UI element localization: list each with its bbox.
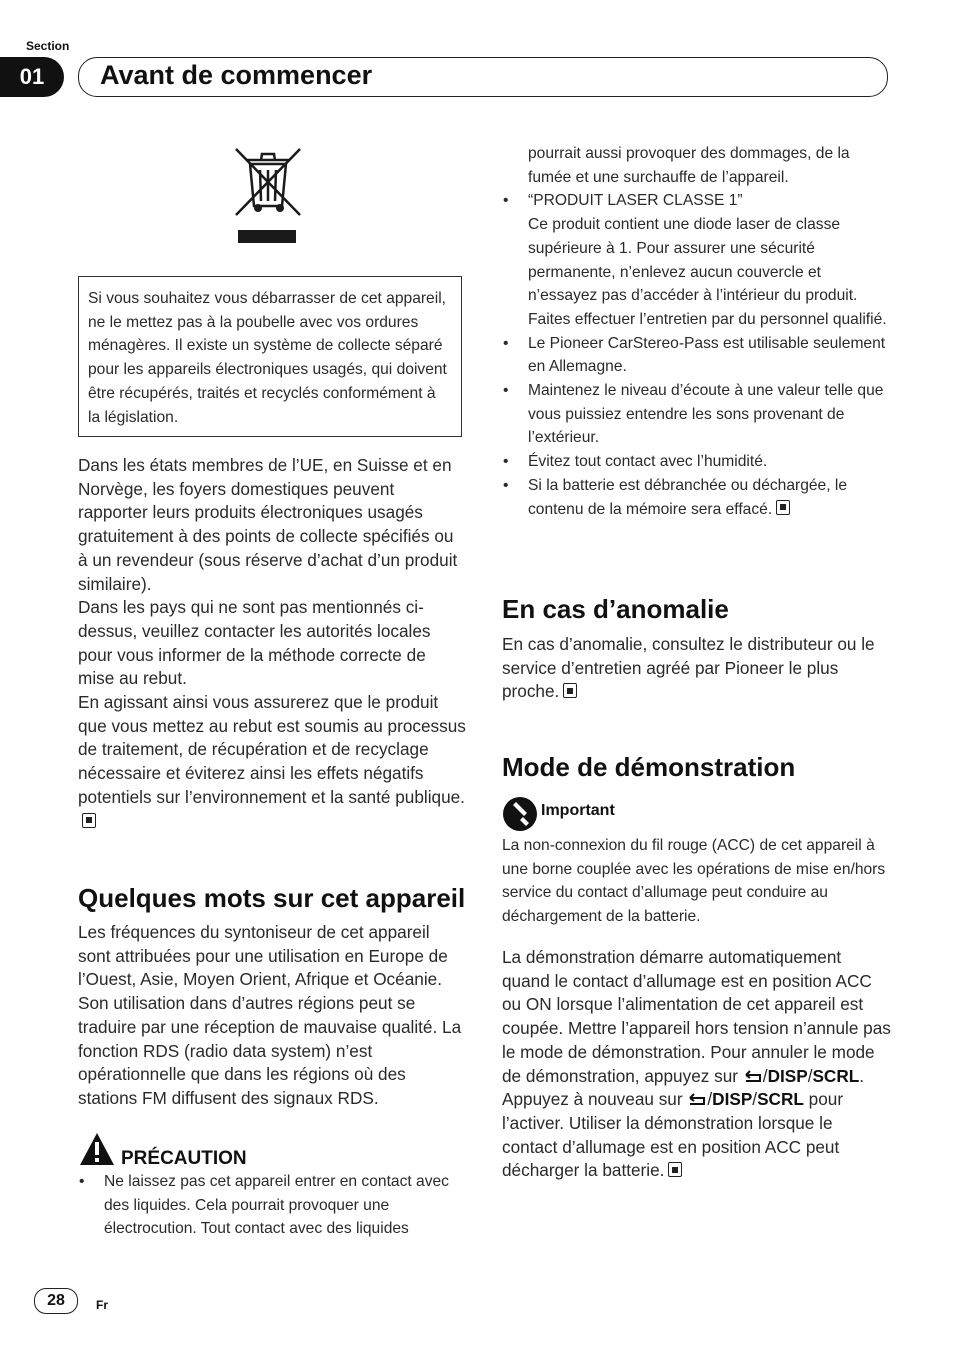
list-item-continued: pourrait aussi provoquer des dommages, de la fumée et une surchauffe de l’appareil. — [528, 145, 850, 186]
list-item: • Le Pioneer CarStereo-Pass est utilisable seulement en Allemagne. — [503, 334, 886, 376]
scrl-key: SCRL — [757, 1089, 804, 1110]
scrl-key: SCRL — [812, 1065, 860, 1086]
paragraph-effects: En agissant ainsi vous assurerez que le produit que vous mettez au rebut est soumis au processus de traitement, de récupération et de recyclage nécessaire et éviterez ainsi les effets négatifs potentiels sur l’environnement et la santé publique. — [78, 691, 466, 833]
list-item-laser: • “PRODUIT LASER CLASSE 1” Ce produit contient une diode laser de classe supérieure à 1. Pour assurer une sécurité permanente, n’enlevez aucun couvercle et n’essayez pas d’accéder à l’intérieur du produit. Faites effectuer l’entretien par du personnel qualifié. — [503, 192, 887, 328]
important-icon — [502, 796, 538, 832]
section-number: 01 — [0, 57, 64, 97]
caution-continued — [502, 142, 892, 521]
trouble-heading: En cas d’anomalie — [502, 594, 729, 624]
page-title: Avant de commencer — [100, 60, 373, 90]
back-arrow-icon — [743, 1069, 763, 1083]
paragraph-other-countries: Dans les pays qui ne sont pas mentionnés ci-dessus, veuillez contacter les autorités locales pour vous informer de la méthode correcte de mise au rebut. — [78, 597, 431, 689]
disposal-text — [78, 454, 466, 833]
weee-bin-icon — [232, 146, 304, 244]
important-label: Important — [541, 802, 615, 819]
about-heading: Quelques mots sur cet appareil — [78, 883, 466, 913]
paragraph-eu: Dans les états membres de l’UE, en Suisse et en Norvège, les foyers domestiques peuvent rapporter leurs produits électroniques usagés gratuitement à des points de collecte spécifiés ou à un revendeur (sous réserve d’achat d’un produit similaire). — [78, 455, 458, 594]
caution-list-start — [78, 1170, 468, 1241]
end-mark-icon — [668, 1162, 682, 1177]
about-text — [78, 921, 466, 1111]
demo-text: La démonstration démarre automatiquement quand le contact d’allumage est en position ACC ou ON lorsque l’alimentation de cet appareil est coupée. Mettre l’appareil hors tension n’annule pas le mode de démonstration. Pour annuler le mode de démonstration, appuyez sur /DISP/SCRL. Appuyez à nouveau sur /DISP/SCRL pour l’activer. Utiliser la démonstration lorsque le contact d’allumage est en position ACC peut décharger la batterie. — [502, 947, 891, 1181]
list-item: • Évitez tout contact avec l’humidité. — [503, 453, 768, 471]
end-mark-icon — [563, 683, 577, 698]
page-number: 28 — [34, 1288, 78, 1314]
language-code: Fr — [96, 1298, 108, 1312]
weee-notice-text: Si vous souhaitez vous débarrasser de cet appareil, ne le mettez pas à la poubelle avec vos ordures ménagères. Il existe un système de collecte séparé pour les appareils électroniques usagés, qui doivent être récupérés, traités et recyclés conformément à la législation. — [88, 290, 447, 426]
weee-notice-box — [78, 276, 462, 437]
disp-key: DISP — [712, 1089, 753, 1110]
list-item: • Ne laissez pas cet appareil entrer en contact avec des liquides. Cela pourrait provoquer une électrocution. Tout contact avec des liquides — [79, 1173, 449, 1238]
end-mark-icon — [776, 500, 790, 515]
end-mark-icon — [82, 813, 96, 828]
about-body: Les fréquences du syntoniseur de cet appareil sont attribuées pour une utilisation en Europe de l’Ouest, Asie, Moyen Orient, Afrique et Océanie. Son utilisation dans d’autres régions peut se traduire par une réception de mauvaise qualité. La fonction RDS (radio data system) n’est opérationnelle que dans les régions où des stations FM diffusent des signaux RDS. — [78, 922, 462, 1108]
important-text: La non-connexion du fil rouge (ACC) de cet appareil à une borne couplée avec les opérations de mise en/hors service du contact d’allumage peut conduire au déchargement de la batterie. — [502, 837, 886, 926]
demo-heading: Mode de démonstration — [502, 752, 796, 782]
back-arrow-icon — [687, 1092, 707, 1106]
section-label: Section — [26, 39, 70, 53]
caution-heading: PRÉCAUTION — [121, 1148, 247, 1169]
caution-triangle-icon — [78, 1131, 116, 1167]
disp-key: DISP — [767, 1065, 808, 1086]
trouble-text: En cas d’anomalie, consultez le distributeur ou le service d’entretien agréé par Pioneer le plus proche. — [502, 634, 875, 702]
list-item: • Maintenez le niveau d’écoute à une valeur telle que vous puissiez entendre les sons provenant de l’extérieur. — [503, 382, 884, 447]
list-item: • Si la batterie est débranchée ou déchargée, le contenu de la mémoire sera effacé. — [503, 476, 848, 518]
